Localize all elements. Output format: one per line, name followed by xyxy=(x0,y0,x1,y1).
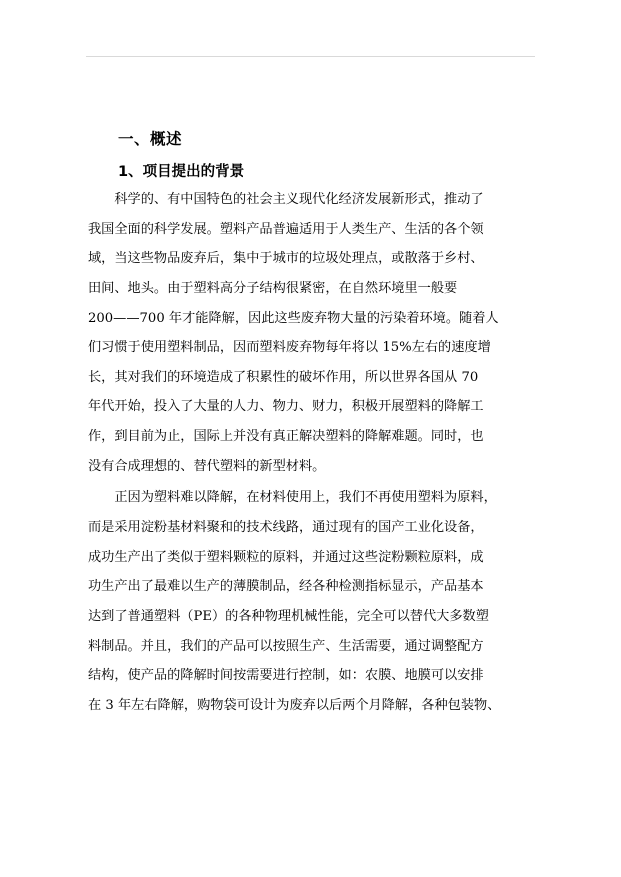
body-text-line: 料制品。并且，我们的产品可以按照生产、生活需要，通过调整配方 xyxy=(88,639,484,654)
subsection-heading: 1、项目提出的背景 xyxy=(118,164,245,180)
body-text-line: 成功生产出了类似于塑料颗粒的原料，并通过这些淀粉颗粒原料，成 xyxy=(88,550,484,565)
body-text-line: 们习惯于使用塑料制品，因而塑料废弃物每年将以 15%左右的速度增 xyxy=(88,340,491,355)
body-text-line: 作，到目前为止，国际上并没有真正解决塑料的降解难题。同时，也 xyxy=(88,429,484,444)
body-text-line: 达到了普通塑料（PE）的各种物理机械性能，完全可以替代大多数塑 xyxy=(88,609,489,624)
body-text-line: 我国全面的科学发展。塑料产品普遍适用于人类生产、生活的各个领 xyxy=(88,222,484,237)
body-text-line: 田间、地头。由于塑料高分子结构很紧密，在自然环境里一般要 xyxy=(88,281,458,296)
page-header-rule xyxy=(86,56,535,57)
body-text-line: 正因为塑料难以降解，在材料使用上，我们不再使用塑料为原料， xyxy=(88,490,497,505)
body-text-line: 没有合成理想的、替代塑料的新型材料。 xyxy=(88,459,326,474)
body-text-line: 在 3 年左右降解，购物袋可设计为废弃以后两个月降解，各种包装物、 xyxy=(88,698,501,713)
body-text-line: 科学的、有中国特色的社会主义现代化经济发展新形式，推动了 xyxy=(88,192,484,207)
body-text-line: 年代开始，投入了大量的人力、物力、财力，积极开展塑料的降解工 xyxy=(88,399,484,414)
body-text-line: 域，当这些物品废弃后，集中于城市的垃圾处理点，或散落于乡村、 xyxy=(88,251,484,266)
section-heading: 一、概述 xyxy=(118,130,183,148)
body-text-line: 长，其对我们的环境造成了积累性的破坏作用，所以世界各国从 70 xyxy=(88,370,479,385)
body-text-line: 而是采用淀粉基材料聚和的技术线路，通过现有的国产工业化设备， xyxy=(88,520,484,535)
body-text-line: 功生产出了最难以生产的薄膜制品，经各种检测指标显示，产品基本 xyxy=(88,579,484,594)
body-text-line: 200——700 年才能降解，因此这些废弃物大量的污染着环境。随着人 xyxy=(88,311,499,326)
body-text-line: 结构，使产品的降解时间按需要进行控制，如：农膜、地膜可以安排 xyxy=(88,668,484,683)
